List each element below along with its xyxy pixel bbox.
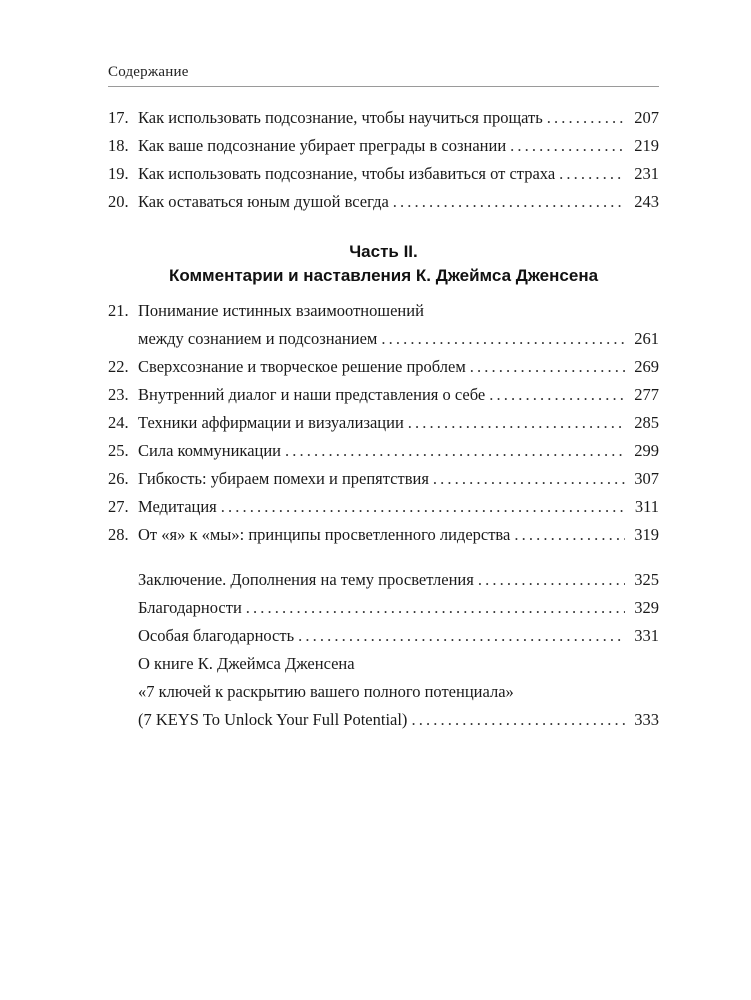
- page-number: 231: [634, 164, 659, 183]
- dot-leader: [514, 521, 625, 549]
- toc-group-back-matter: [108, 566, 659, 734]
- dot-leader: [547, 104, 625, 132]
- toc-entry-line: [108, 566, 659, 594]
- page-number: 311: [634, 497, 659, 516]
- header-rule: [108, 86, 659, 87]
- dot-leader: [433, 465, 625, 493]
- toc-entry-line: [108, 465, 659, 493]
- toc-entry-line: [108, 297, 659, 325]
- dot-leader: [381, 325, 625, 353]
- toc-entry: [108, 188, 659, 216]
- chapter-number: 25.: [108, 441, 129, 460]
- dot-leader: [393, 188, 625, 216]
- chapter-number: 19.: [108, 164, 129, 183]
- toc-entry: [108, 594, 659, 622]
- toc-entry-line: [108, 132, 659, 160]
- chapter-number: 26.: [108, 469, 129, 488]
- entry-title: Техники аффирмации и визуализации: [138, 413, 404, 432]
- chapter-number: 28.: [108, 525, 129, 544]
- toc-entry: [108, 437, 659, 465]
- toc-entry-line: [108, 409, 659, 437]
- running-head: Содержание: [108, 64, 189, 80]
- toc-entry: [108, 297, 659, 353]
- dot-leader: [559, 160, 625, 188]
- toc-entry: [108, 104, 659, 132]
- toc-entry: [108, 622, 659, 650]
- toc-group-chapters-21-28: [108, 297, 659, 549]
- entry-title: Медитация: [138, 497, 217, 516]
- entry-title: О книге К. Джеймса Дженсена: [138, 654, 355, 673]
- part-label: Часть II.: [349, 242, 418, 261]
- entry-title: Понимание истинных взаимоотношений: [138, 301, 424, 320]
- toc-entry-line: [108, 325, 659, 353]
- chapter-number: 21.: [108, 301, 129, 320]
- page-number: 319: [634, 525, 659, 544]
- toc-entry: [108, 381, 659, 409]
- toc-entry-line: [108, 650, 659, 678]
- toc-entry: [108, 132, 659, 160]
- part-title: Комментарии и наставления К. Джеймса Дженсена: [168, 266, 599, 285]
- entry-title: Гибкость: убираем помехи и препятствия: [138, 469, 429, 488]
- toc-entry-line: [108, 594, 659, 622]
- toc-entry-line: [108, 353, 659, 381]
- page-number: 307: [634, 469, 659, 488]
- toc-entry: [108, 566, 659, 594]
- entry-title: Как оставаться юным душой всегда: [138, 192, 389, 211]
- page-number: 333: [634, 710, 659, 729]
- dot-leader: [285, 437, 625, 465]
- chapter-number: 27.: [108, 497, 129, 516]
- toc-entry: [108, 353, 659, 381]
- page-number: 269: [634, 357, 659, 376]
- toc-entry-line: [108, 622, 659, 650]
- page-number: 277: [634, 385, 659, 404]
- page-number: 261: [634, 329, 659, 348]
- toc-entry-line: [108, 188, 659, 216]
- entry-title: Как ваше подсознание убирает преграды в сознании: [138, 136, 507, 155]
- dot-leader: [489, 381, 625, 409]
- toc-entry-line: [108, 104, 659, 132]
- chapter-number: 17.: [108, 108, 129, 127]
- toc-entry: [108, 521, 659, 549]
- chapter-number: 23.: [108, 385, 129, 404]
- toc-entry: [108, 493, 659, 521]
- dot-leader: [478, 566, 625, 594]
- dot-leader: [411, 706, 625, 734]
- entry-title: Сверхсознание и творческое решение проблем: [138, 357, 466, 376]
- page-number: 329: [634, 598, 659, 617]
- entry-title: От «я» к «мы»: принципы просветленного лидерства: [138, 525, 511, 544]
- chapter-number: 20.: [108, 192, 129, 211]
- entry-title: Как использовать подсознание, чтобы научиться прощать: [138, 108, 543, 127]
- chapter-number: 18.: [108, 136, 129, 155]
- toc-entry: [108, 650, 659, 734]
- toc-entry-line: [108, 521, 659, 549]
- dot-leader: [510, 132, 625, 160]
- dot-leader: [246, 594, 625, 622]
- entry-title: Заключение. Дополнения на тему просветления: [138, 570, 474, 589]
- toc-entry: [108, 409, 659, 437]
- toc-entry-line: [108, 678, 659, 706]
- entry-title: «7 ключей к раскрытию вашего полного потенциала»: [138, 682, 514, 701]
- entry-title: (7 KEYS To Unlock Your Full Potential): [138, 710, 408, 729]
- page-number: 325: [634, 570, 659, 589]
- page-number: 331: [634, 626, 659, 645]
- page-number: 243: [634, 192, 659, 211]
- dot-leader: [470, 353, 625, 381]
- toc-entry-line: [108, 381, 659, 409]
- toc-entry-line: [108, 493, 659, 521]
- toc-entry: [108, 465, 659, 493]
- toc-entry-line: [108, 160, 659, 188]
- toc-entry-line: [108, 437, 659, 465]
- chapter-number: 22.: [108, 357, 129, 376]
- dot-leader: [408, 409, 625, 437]
- entry-title: Особая благодарность: [138, 626, 295, 645]
- entry-title: Как использовать подсознание, чтобы избавиться от страха: [138, 164, 556, 183]
- toc-entry-line: [108, 706, 659, 734]
- page-number: 207: [634, 108, 659, 127]
- toc-entry: [108, 160, 659, 188]
- entry-title: Внутренний диалог и наши представления о себе: [138, 385, 486, 404]
- page-number: 219: [634, 136, 659, 155]
- dot-leader: [298, 622, 625, 650]
- entry-title: Сила коммуникации: [138, 441, 282, 460]
- page-number: 285: [634, 413, 659, 432]
- dot-leader: [221, 493, 625, 521]
- part-heading: [108, 240, 659, 288]
- page-number: 299: [634, 441, 659, 460]
- chapter-number: 24.: [108, 413, 129, 432]
- entry-title: Благодарности: [138, 598, 242, 617]
- entry-title: между сознанием и подсознанием: [138, 329, 378, 348]
- toc-group-chapters-17-20: [108, 104, 659, 216]
